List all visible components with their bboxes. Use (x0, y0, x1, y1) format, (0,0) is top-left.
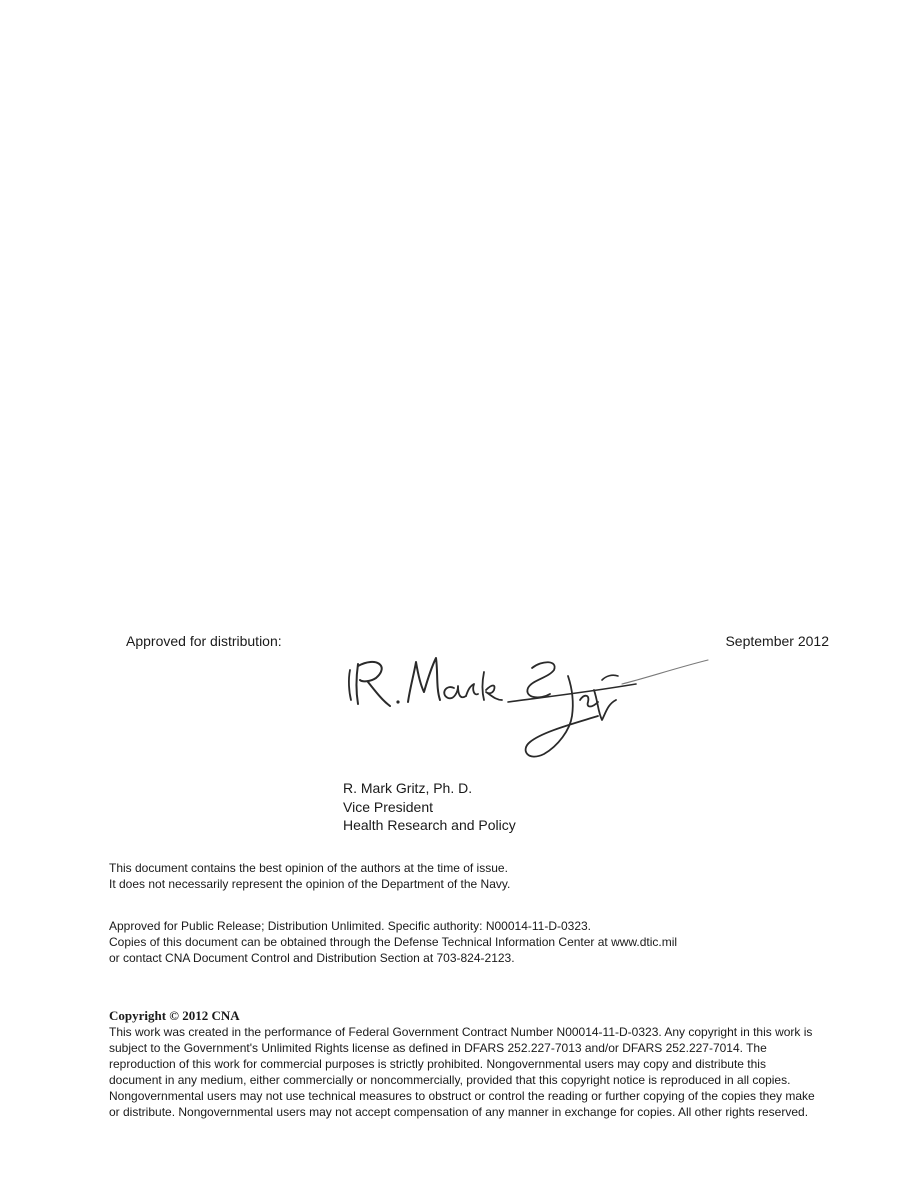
signer-name: R. Mark Gritz, Ph. D. (343, 780, 473, 796)
release-line-3: or contact CNA Document Control and Distribution Section at 703-824-2123. (109, 951, 515, 965)
document-date: September 2012 (725, 633, 829, 649)
copyright-title: Copyright © 2012 CNA (109, 1008, 240, 1023)
release-line-2: Copies of this document can be obtained through the Defense Technical Information Center at www.dtic.mil (109, 935, 678, 949)
signature-image (336, 650, 716, 770)
approval-label: Approved for distribution: (126, 633, 282, 649)
disclaimer-line-1: This document contains the best opinion of the authors at the time of issue. (109, 861, 508, 875)
disclaimer-block (109, 860, 510, 892)
copyright-block (109, 1008, 821, 1120)
signer-title: Vice President (343, 798, 434, 815)
release-line-1: Approved for Public Release; Distribution Unlimited. Specific authority: N00014-11-D-0323. (109, 919, 592, 933)
disclaimer-line-2: It does not necessarily represent the opinion of the Department of the Navy. (109, 877, 511, 891)
copyright-body: This work was created in the performance of Federal Government Contract Number N00014-11-D-0323. Any copyright in this work is subject to the Government's Unlimited Rights license as defined in DFARS 252.227-7013 and/or DFARS 252.227-7014. The reproduction of this work for commercial purposes is strictly prohibited. Nongovernmental users may copy and distribute this document in any medium, either commercially or noncommercially, provided that this copyright notice is reproduced in all copies. Nongovernmental users may not use technical measures to obstruct or control the reading or further copying of the copies they make or distribute. Nongovernmental users may not accept compensation of any manner in exchange for copies. All other rights reserved. (109, 1025, 815, 1119)
release-block (109, 918, 677, 966)
signer-block (343, 779, 516, 835)
signer-department: Health Research and Policy (343, 817, 516, 833)
signature-strokes (349, 658, 708, 757)
